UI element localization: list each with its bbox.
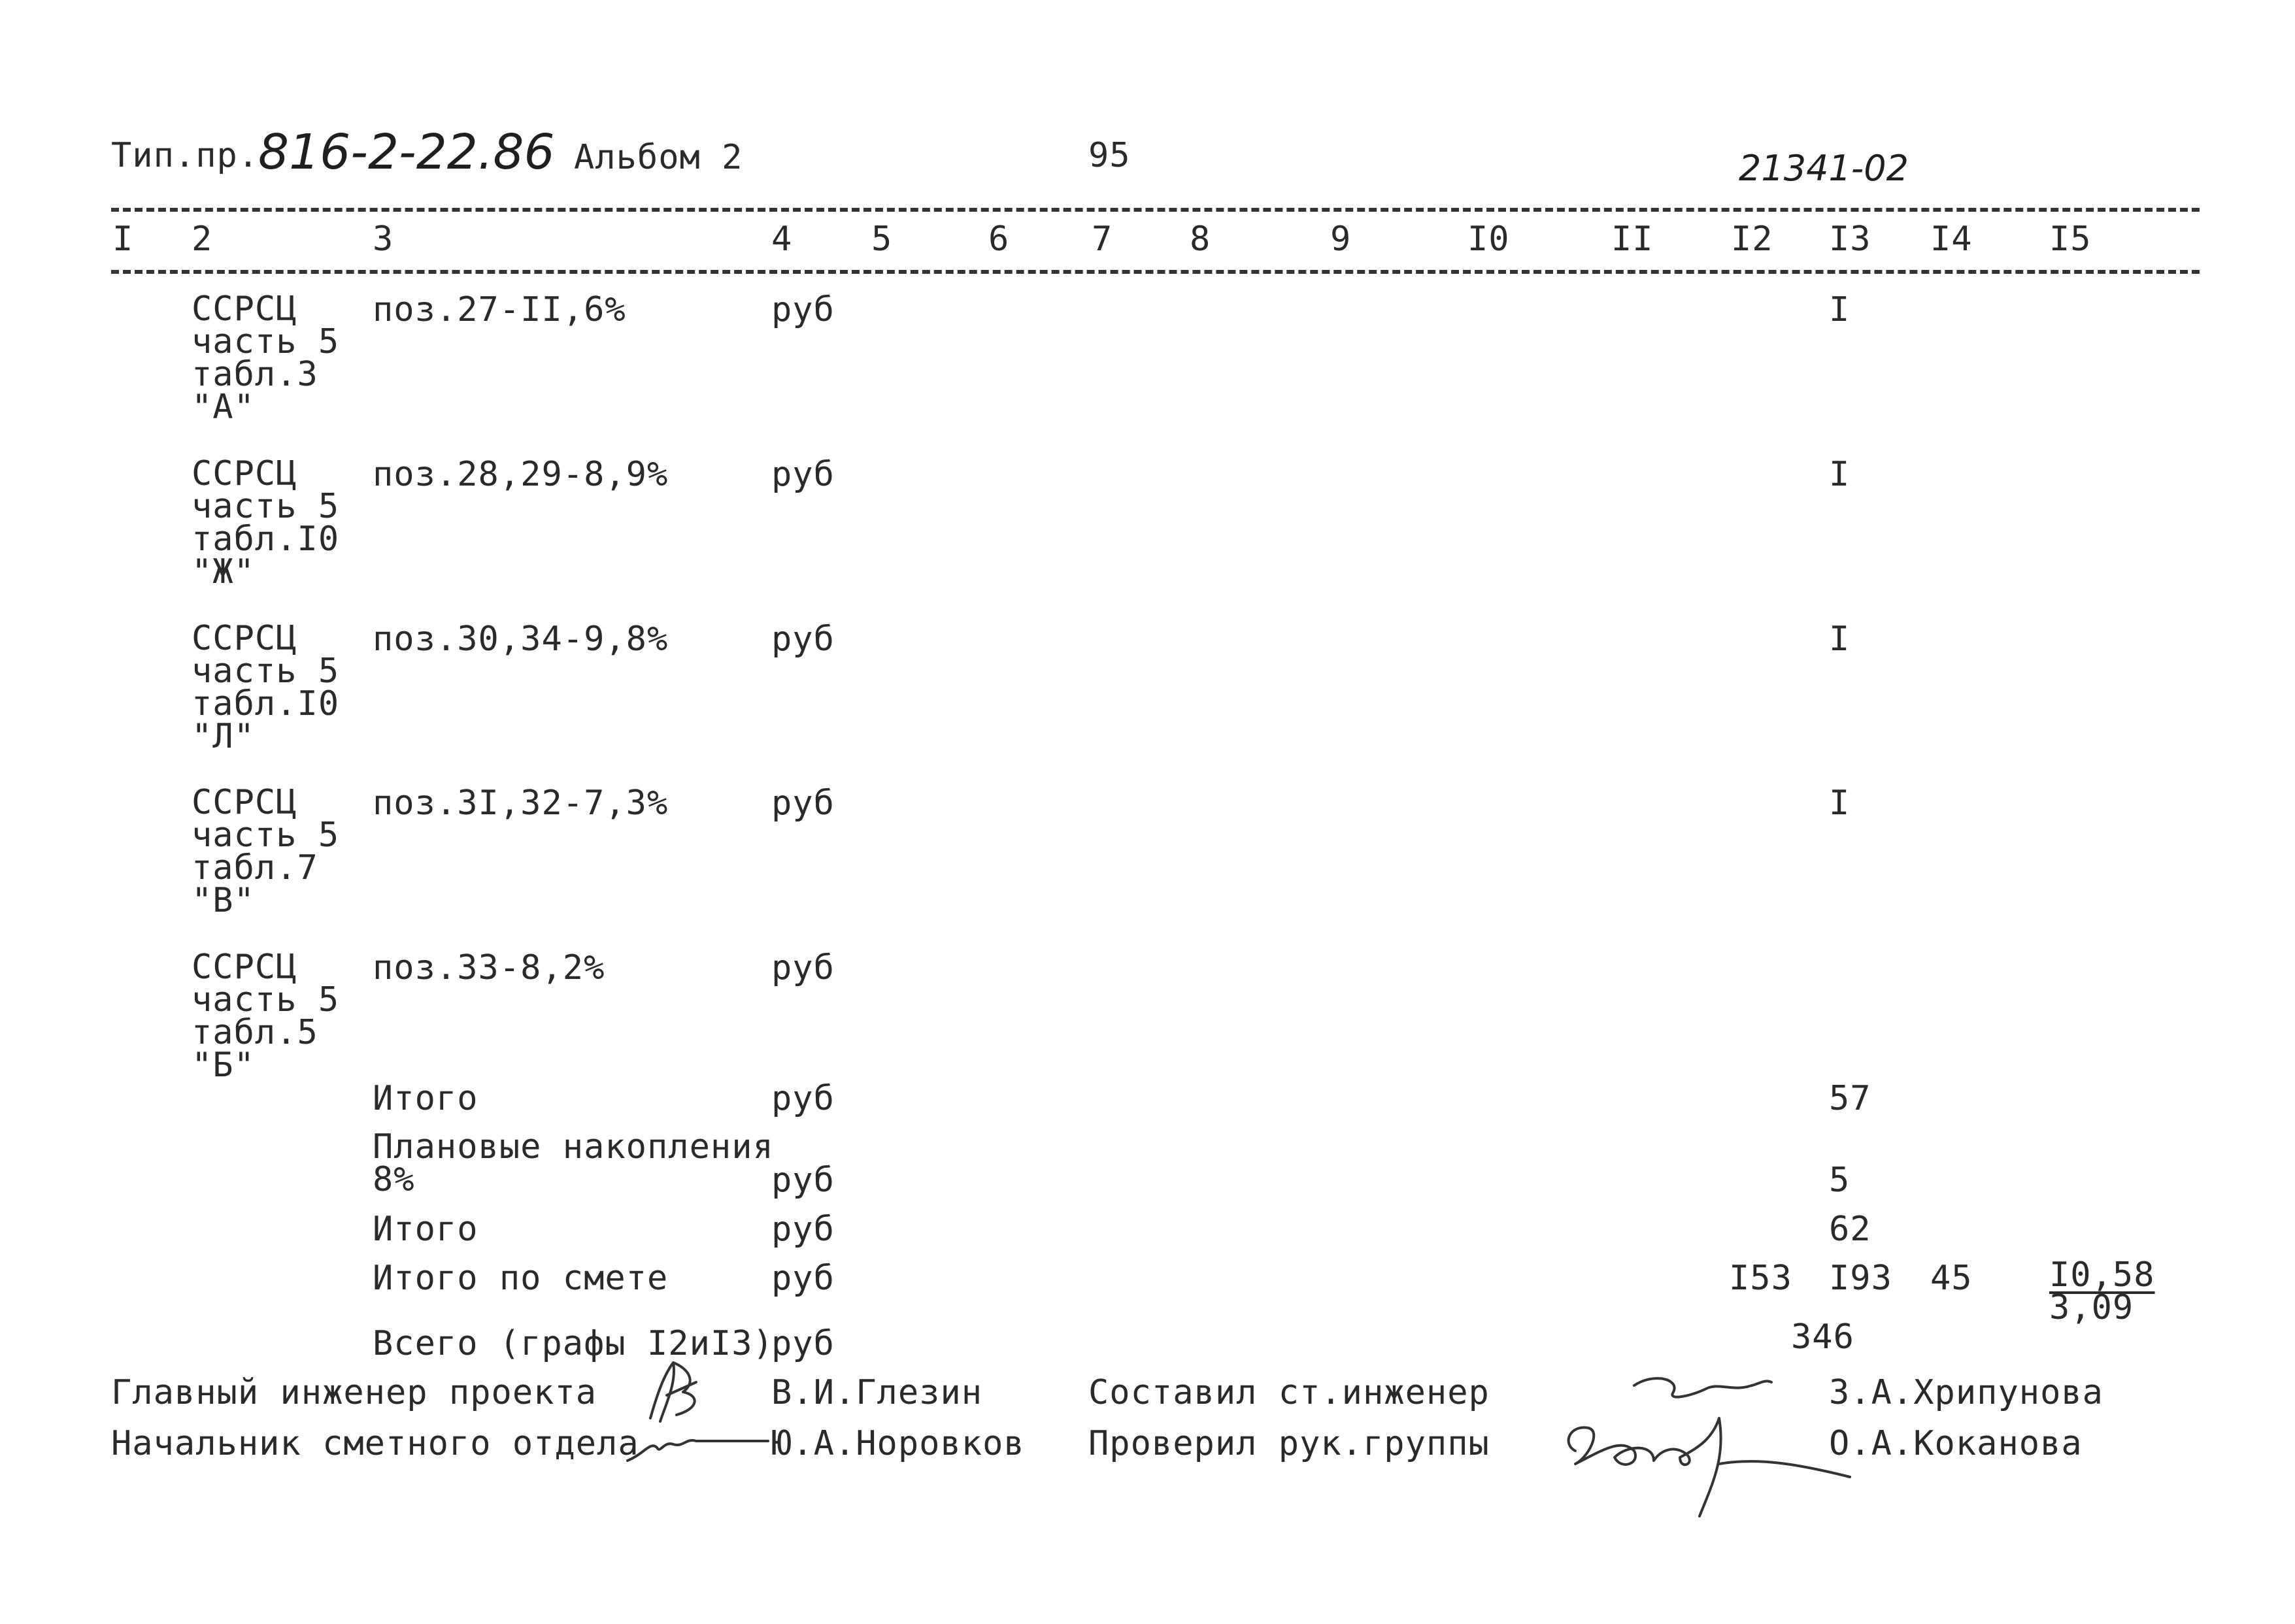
smeta-label: Итого по смете [373,1259,669,1298]
col-header-4: 4 [771,220,793,259]
vsego-value: 346 [1791,1317,1854,1357]
row-3-col13: I [1829,620,1851,659]
itogo-1-label: Итого [373,1079,478,1118]
chief-engineer-name: В.И.Глезин [771,1373,983,1412]
row-4-unit: руб [771,784,835,823]
plan-label: Плановые накопления 8% [373,1127,774,1199]
row-3-unit: руб [771,620,835,659]
col-header-7: 7 [1092,220,1113,259]
col-header-8: 8 [1190,220,1211,259]
row-3-source: ССРСЦ часть 5 табл.I0 "Л" [192,619,340,756]
chief-engineer-signature [637,1356,716,1428]
col-header-15: I5 [2049,220,2092,259]
project-number: 816-2-22.86 [258,124,555,180]
itogo-2-unit: руб [771,1210,835,1249]
col-header-13: I3 [1829,220,1871,259]
row-1-unit: руб [771,290,835,329]
compiled-title: Составил ст.инженер [1088,1373,1490,1412]
header-bottom-rule [111,270,2200,274]
col-header-2: 2 [192,220,213,259]
itogo-2-value: 62 [1829,1210,1871,1249]
col-header-3: 3 [373,220,394,259]
page-number: 95 [1088,136,1131,175]
vsego-label: Всего (графы I2иI3) [373,1324,774,1363]
row-1-position: поз.27-II,6% [373,290,626,329]
album-label: Альбом 2 [574,138,743,177]
compiled-name: З.А.Хрипунова [1829,1373,2103,1412]
row-4-col13: I [1829,784,1851,823]
vsego-unit: руб [771,1324,835,1363]
col-header-1: I [112,220,134,259]
head-estimate-signature [624,1428,775,1467]
row-3-position: поз.30,34-9,8% [373,620,669,659]
row-1-col13: I [1829,290,1851,329]
row-2-position: поз.28,29-8,9% [373,455,669,494]
row-5-position: поз.33-8,2% [373,948,605,987]
plan-unit: руб [771,1161,835,1200]
header-prefix: Тип.пр. [111,136,260,175]
col-header-9: 9 [1330,220,1352,259]
smeta-col12: I53 [1729,1259,1792,1298]
row-4-source: ССРСЦ часть 5 табл.7 "В" [192,783,340,920]
compiled-checked-signatures [1549,1366,1863,1529]
row-5-source: ССРСЦ часть 5 табл.5 "Б" [192,948,340,1085]
smeta-col13: I93 [1829,1259,1892,1298]
col-header-12: I2 [1731,220,1773,259]
col-header-14: I4 [1930,220,1973,259]
itogo-1-unit: руб [771,1079,835,1118]
row-2-unit: руб [771,455,835,494]
smeta-col15-top: I0,58 [2049,1255,2155,1295]
row-4-position: поз.3I,32-7,3% [373,784,669,823]
head-estimate-name: Ю.А.Норовков [771,1424,1025,1463]
doc-code: 21341-02 [1739,148,1909,189]
header-top-rule [111,208,2200,212]
plan-value: 5 [1829,1161,1851,1200]
col-header-6: 6 [988,220,1010,259]
col-header-11: II [1611,220,1654,259]
chief-engineer-title: Главный инженер проекта [111,1373,597,1412]
smeta-col15-bottom: 3,09 [2049,1288,2134,1327]
row-5-unit: руб [771,948,835,987]
smeta-unit: руб [771,1259,835,1298]
checked-name: О.А.Коканова [1829,1424,2083,1463]
itogo-1-value: 57 [1829,1079,1871,1118]
row-2-source: ССРСЦ часть 5 табл.I0 "Ж" [192,454,340,591]
row-1-source: ССРСЦ часть 5 табл.3 "А" [192,290,340,427]
col-header-10: I0 [1467,220,1510,259]
smeta-col14: 45 [1930,1259,1973,1298]
col-header-5: 5 [871,220,893,259]
itogo-2-label: Итого [373,1210,478,1249]
row-2-col13: I [1829,455,1851,494]
head-estimate-title: Начальник сметного отдела [111,1424,639,1463]
checked-title: Проверил рук.группы [1088,1424,1490,1463]
